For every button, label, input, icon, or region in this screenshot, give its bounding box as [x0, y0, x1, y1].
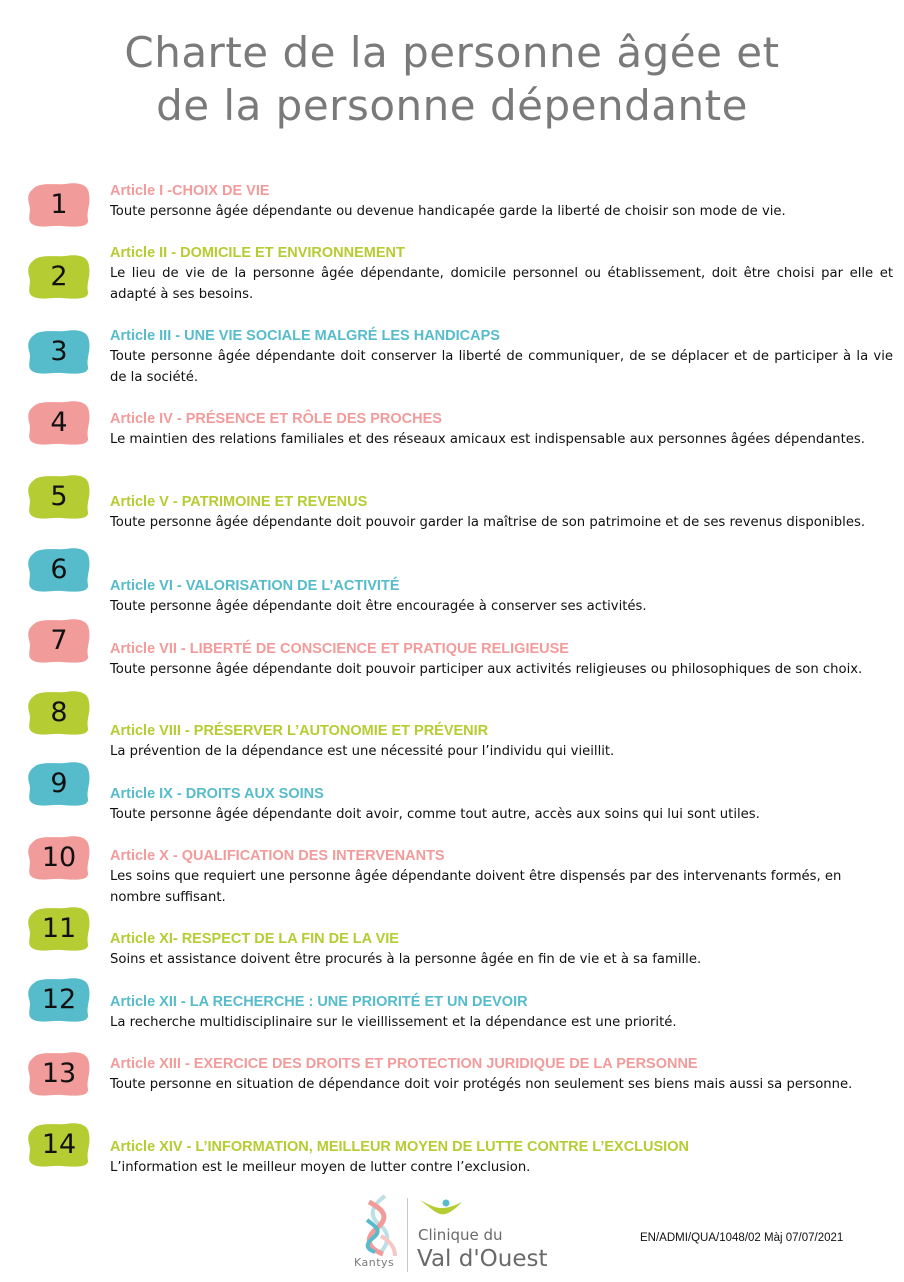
article-text: Toute personne âgée dépendante doit avoir, comme tout autre, accès aux soins qui lui sont utiles.	[110, 807, 760, 822]
val-douest-bird-logo-icon	[418, 1196, 464, 1218]
article-heading: Article IX - DROITS AUX SOINS	[110, 786, 324, 802]
number-badge: 6	[26, 547, 92, 593]
article-heading: Article V - PATRIMOINE ET REVENUS	[110, 494, 368, 510]
article-heading: Article VIII - PRÉSERVER L’AUTONOMIE ET PRÉVENIR	[110, 723, 489, 739]
article-text: Le lieu de vie de la personne âgée dépendante, domicile personnel ou établissement, doit être choisi par elle et adapté à ses besoins.	[110, 266, 893, 302]
number-badge: 14	[26, 1122, 92, 1168]
page-title	[0, 26, 904, 132]
article-heading: Article IV - PRÉSENCE ET RÔLE DES PROCHES	[110, 411, 442, 427]
article-heading: Article III - UNE VIE SOCIALE MALGRÉ LES HANDICAPS	[110, 328, 500, 344]
article-heading: Article VII - LIBERTÉ DE CONSCIENCE ET PRATIQUE RELIGIEUSE	[110, 641, 569, 657]
article-heading: Article X - QUALIFICATION DES INTERVENANTS	[110, 848, 445, 864]
article-text: Toute personne en situation de dépendance doit voir protégés non seulement ses biens mais aussi sa personne.	[110, 1077, 853, 1092]
article-text: La prévention de la dépendance est une nécessité pour l’individu qui vieillit.	[110, 744, 615, 759]
article-text: Toute personne âgée dépendante doit être encouragée à conserver ses activités.	[110, 599, 647, 614]
number-badge: 8	[26, 690, 92, 736]
article-heading: Article XI- RESPECT DE LA FIN DE LA VIE	[110, 931, 399, 947]
article-text: Les soins que requiert une personne âgée dépendante doivent être dispensés par des intervenants formés, en nombre suffisant.	[110, 869, 842, 905]
number-badge: 1	[26, 182, 92, 228]
clinic-name-line-1: Clinique du	[418, 1226, 503, 1244]
title-line-2: de la personne dépendante	[156, 81, 748, 130]
article-text: La recherche multidisciplinaire sur le vieillissement et la dépendance est une priorité.	[110, 1015, 677, 1030]
article-heading: Article XIII - EXERCICE DES DROITS ET PROTECTION JURIDIQUE DE LA PERSONNE	[110, 1056, 698, 1072]
number-badge: 11	[26, 906, 92, 952]
kantys-label: Kantys	[354, 1256, 395, 1269]
number-badge: 2	[26, 254, 92, 300]
article-heading: Article II - DOMICILE ET ENVIRONNEMENT	[110, 245, 405, 261]
title-line-1: Charte de la personne âgée et	[124, 28, 780, 77]
article-text: Le maintien des relations familiales et des réseaux amicaux est indispensable aux personnes âgées dépendantes.	[110, 432, 865, 447]
article-text: L’information est le meilleur moyen de lutter contre l’exclusion.	[110, 1160, 531, 1175]
article-heading: Article I -CHOIX DE VIE	[110, 183, 270, 199]
number-badge: 12	[26, 977, 92, 1023]
article-heading: Article XIV - L’INFORMATION, MEILLEUR MOYEN DE LUTTE CONTRE L’EXCLUSION	[110, 1139, 689, 1155]
number-badge: 10	[26, 835, 92, 881]
article-heading: Article VI - VALORISATION DE L’ACTIVITÉ	[110, 578, 400, 594]
article-text: Toute personne âgée dépendante doit pouvoir participer aux activités religieuses ou philosophiques de son choix.	[110, 662, 863, 677]
article-text: Soins et assistance doivent être procurés à la personne âgée en fin de vie et à sa famille.	[110, 952, 702, 967]
article-text: Toute personne âgée dépendante ou devenue handicapée garde la liberté de choisir son mode de vie.	[110, 204, 786, 219]
number-badge: 3	[26, 329, 92, 375]
document-reference: EN/ADMI/QUA/1048/02 Màj 07/07/2021	[640, 1232, 844, 1244]
number-badge: 5	[26, 474, 92, 520]
number-badge: 9	[26, 761, 92, 807]
article-text: Toute personne âgée dépendante doit pouvoir garder la maîtrise de son patrimoine et de ses revenus disponibles.	[110, 515, 866, 530]
clinic-name-line-2: Val d'Ouest	[417, 1246, 548, 1272]
article-heading: Article XII - LA RECHERCHE : UNE PRIORITÉ ET UN DEVOIR	[110, 994, 528, 1010]
number-badge: 4	[26, 400, 92, 446]
number-badge: 7	[26, 618, 92, 664]
article-text: Toute personne âgée dépendante doit conserver la liberté de communiquer, de se déplacer et de participer à la vie de la société.	[110, 349, 893, 385]
footer-divider	[407, 1198, 408, 1272]
number-badge: 13	[26, 1051, 92, 1097]
